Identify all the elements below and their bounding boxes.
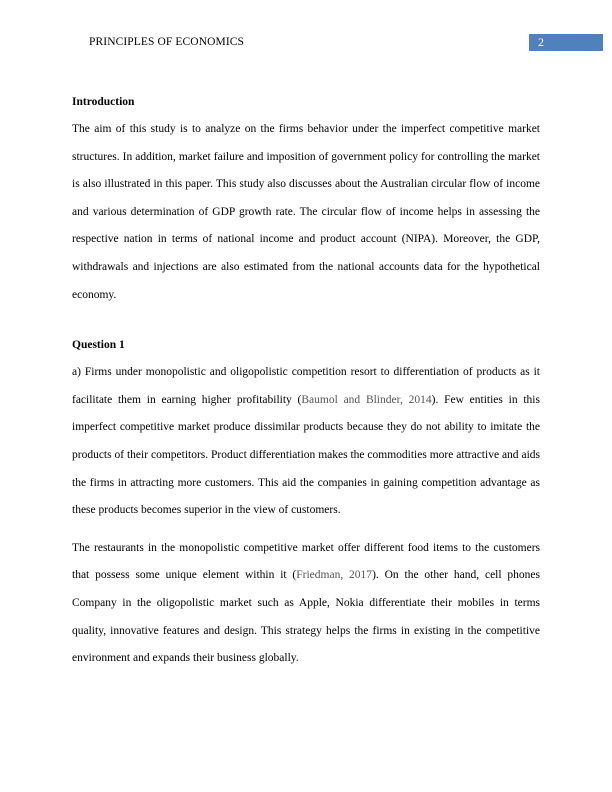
question-1-paragraph-a (72, 359, 540, 525)
paragraph-text: The restaurants in the monopolistic competitive market offer different food items to the customers that possess some unique element within it ( (72, 541, 540, 582)
introduction-heading: Introduction (72, 96, 135, 108)
document-body (72, 94, 540, 673)
question-1-paragraph-b (72, 535, 540, 673)
introduction-paragraph: The aim of this study is to analyze on the firms behavior under the imperfect competitive market structures. In addition, market failure and imposition of government policy for controlling the market is also illustrated in this paper. This study also discusses about the Australian circular flow of income and various determination of GDP growth rate. The circular flow of income helps in assessing the respective nation in terms of national income and product account (NIPA). Moreover, the GDP, withdrawals and injections are also estimated from the national accounts data for the hypothetical economy. (72, 123, 540, 301)
question-1-heading: Question 1 (72, 339, 125, 352)
paragraph-text: ). On the other hand, cell phones Company in the oligopolistic market such as Apple, Nokia differentiate their mobiles in terms quality, innovative features and design. This strategy helps the firms in existing in the competitive environment and expands their business globally. (72, 569, 540, 665)
question-1-section (72, 337, 540, 673)
paragraph-text: a) Firms under monopolistic and oligopolistic competition resort to differentiation of products as it facilitate them in earning higher profitability ( (72, 366, 540, 406)
citation: Friedman, 2017 (296, 569, 373, 582)
page-number-badge (529, 34, 603, 51)
paragraph-text: ). Few entities in this imperfect competitive market produce dissimilar products because they do not ability to imitate the products of their competitors. Product differentiation makes the commodities more attractive and aids the firms in attracting more customers. This aid the companies in gaining competition advantage as these products becomes superior in the view of customers. (72, 393, 540, 517)
citation: Baumol and Blinder, 2014 (301, 393, 432, 406)
running-header-title: PRINCIPLES OF ECONOMICS (89, 36, 245, 48)
page-number: 2 (538, 35, 544, 49)
introduction-section (72, 94, 540, 309)
